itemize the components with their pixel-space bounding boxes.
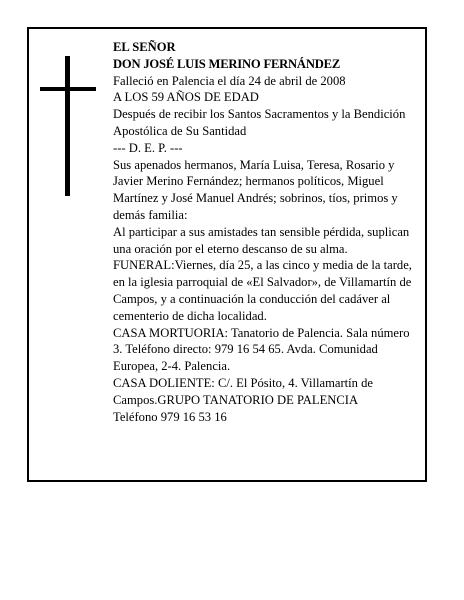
funeral-paragraph: FUNERAL:Viernes, día 25, a las cinco y media de la tarde, en la iglesia parroquial de «El Salvador», de Villamartín de Campos, y a continuación la conducción del cadáver al cementerio de dicha localidad. — [113, 258, 412, 323]
deceased-name: DON JOSÉ LUIS MERINO FERNÁNDEZ — [113, 56, 341, 71]
cross-vertical-bar — [65, 56, 70, 196]
age-line: A LOS 59 AÑOS DE EDAD — [113, 90, 259, 105]
mortuary-paragraph: CASA MORTUORIA: Tanatorio de Palencia. Sala número 3. Teléfono directo: 979 16 54 65. Avda. Comunidad Europea, 2-4. Palencia. — [113, 325, 410, 374]
obituary-title: EL SEÑOR — [113, 40, 176, 54]
obituary-text — [113, 39, 419, 425]
family-paragraph: Sus apenados hermanos, María Luisa, Teresa, Rosario y Javier Merino Fernández; hermanos políticos, Miguel Martínez y José Manuel Andrés; sobrinos, tíos, primos y demás familia: — [113, 157, 398, 222]
death-date-line: Falleció en Palencia el día 24 de abril de 2008 — [113, 73, 346, 88]
cross-icon — [40, 56, 96, 196]
cross-horizontal-bar — [40, 87, 96, 91]
prayer-request-paragraph: Al participar a sus amistades tan sensible pérdida, suplican una oración por el eterno descanso de su alma. — [113, 224, 410, 256]
mourning-house-paragraph: CASA DOLIENTE: C/. El Pósito, 4. Villamartín de Campos.GRUPO TANATORIO DE PALENCIA — [113, 375, 373, 407]
rip-line: --- D. E. P. --- — [113, 140, 183, 155]
phone-line: Teléfono 979 16 53 16 — [113, 409, 227, 424]
sacraments-paragraph: Después de recibir los Santos Sacramentos y la Bendición Apostólica de Su Santidad — [113, 107, 406, 138]
